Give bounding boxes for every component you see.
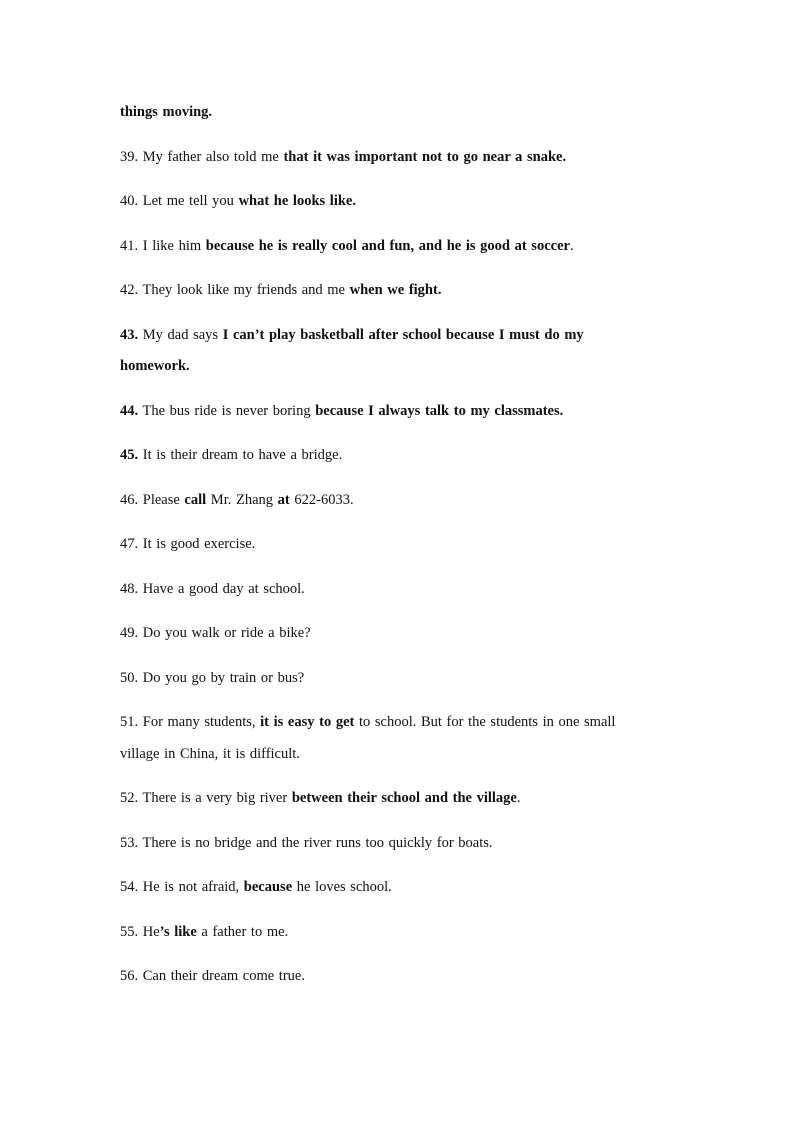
text-segment: 47. It is good exercise. [120, 536, 256, 552]
text-segment: because he is really cool and fun, and he is good at soccer [205, 238, 570, 254]
text-line-49 [120, 624, 680, 642]
text-segment: It is their dream to have a bridge. [138, 447, 343, 463]
text-segment: 48. Have a good day at school. [120, 581, 305, 597]
text-line-56 [120, 967, 680, 985]
text-segment: 50. Do you go by train or bus? [120, 670, 305, 686]
text-segment: when we fight. [349, 282, 442, 298]
text-segment: that it was important not to go near a snake. [283, 149, 567, 165]
text-segment: 49. Do you walk or ride a bike? [120, 625, 311, 641]
text-segment: The bus ride is never boring [138, 403, 316, 419]
text-line-51 [120, 713, 680, 731]
text-segment: 53. There is no bridge and the river runs too quickly for boats. [120, 835, 493, 851]
text-segment: at [277, 492, 290, 508]
text-segment: 51. For many students, [120, 714, 261, 730]
text-segment: . [569, 238, 574, 254]
text-segment: 45. [120, 447, 139, 463]
text-segment: 43. [120, 327, 139, 343]
text-line-50 [120, 669, 680, 687]
text-line-52 [120, 789, 680, 807]
text-line-42 [120, 281, 680, 299]
text-segment: ’s like [159, 924, 197, 940]
text-segment: because I always talk to my classmates. [315, 403, 564, 419]
text-segment: homework. [120, 358, 190, 374]
text-segment: 39. My father also told me [120, 149, 284, 165]
text-segment: village in China, it is difficult. [120, 746, 300, 762]
text-line-39 [120, 148, 680, 166]
text-line-46 [120, 491, 680, 509]
text-segment: call [184, 492, 207, 508]
text-segment: I can’t play basketball after school because I must do my [222, 327, 584, 343]
text-line-48 [120, 580, 680, 598]
text-line-51-cont [120, 745, 680, 763]
text-line-43 [120, 326, 680, 344]
text-segment: 622-6033. [289, 492, 354, 508]
text-segment: 44. [120, 403, 139, 419]
text-segment: things moving. [120, 104, 213, 120]
text-segment: 42. They look like my friends and me [120, 282, 350, 298]
text-line-44 [120, 402, 680, 420]
text-segment: it is easy to get [260, 714, 355, 730]
text-segment: My dad says [138, 327, 223, 343]
text-segment: he loves school. [292, 879, 392, 895]
text-segment: because [243, 879, 293, 895]
text-line-47 [120, 535, 680, 553]
text-segment: 54. He is not afraid, [120, 879, 244, 895]
text-line-43-cont [120, 357, 680, 375]
text-segment: 55. He [120, 924, 160, 940]
text-segment: to school. But for the students in one small [354, 714, 616, 730]
text-segment: 52. There is a very big river [120, 790, 292, 806]
text-segment: 41. I like him [120, 238, 206, 254]
text-segment: 46. Please [120, 492, 185, 508]
text-segment: 56. Can their dream come true. [120, 968, 305, 984]
text-line-55 [120, 923, 680, 941]
text-segment: Mr. Zhang [206, 492, 278, 508]
text-segment: what he looks like. [238, 193, 356, 209]
text-segment: . [516, 790, 521, 806]
text-segment: 40. Let me tell you [120, 193, 239, 209]
text-line-53 [120, 834, 680, 852]
text-segment: between their school and the village [291, 790, 517, 806]
text-line-41 [120, 237, 680, 255]
text-segment: a father to me. [196, 924, 289, 940]
text-line-40 [120, 192, 680, 210]
text-line [120, 103, 680, 121]
text-line-45 [120, 446, 680, 464]
text-line-54 [120, 878, 680, 896]
